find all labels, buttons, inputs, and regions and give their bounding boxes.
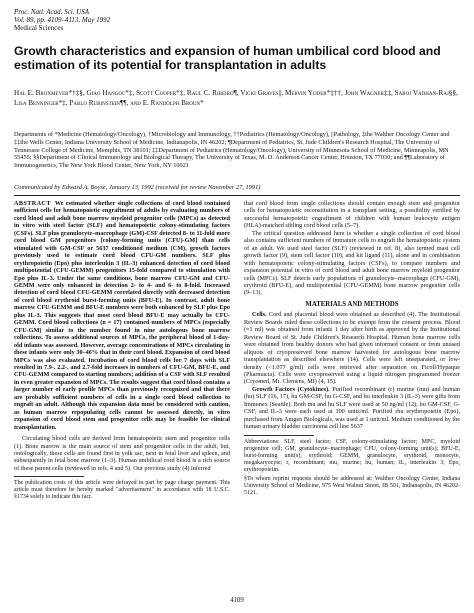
journal-name: Proc. Natl. Acad. Sci. USA <box>14 8 90 16</box>
journal-header <box>14 8 110 33</box>
page-charge-note: The publication costs of this article were defrayed in part by page charge payment. This article must therefore be hereby marked "advertisement" in accordance with 18 U.S.C. §1734 solely to indicate this fact. <box>14 480 230 501</box>
cells-paragraph <box>244 311 460 386</box>
journal-section: Medical Sciences <box>14 24 64 33</box>
growth-paragraph <box>244 386 460 431</box>
communicated-line: Communicated by Edward A. Boyse, January 13, 1992 (received for review November 27, 1991) <box>14 184 261 191</box>
abstract <box>14 200 230 431</box>
affiliations: Departments of *Medicine (Hematology/Oncology), †Microbiology and Immunology, ††Pediatrics (Hematology/Oncology), ||Pathology, ‡the Walther Oncology Center and ‡‡the Wells Center, Indiana University School of Medicine, Indianapolis, IN 46202; ¶Department of Pediatrics, St. Jude Children's Research Hospital, The University of Tennessee College of Medicine, Memphis, TN 38101; ‡‡Department of Pediatrics (Hematology/Oncology), University of Minnesota School of Medicine, Minneapolis, MN 55455; §§Department of Clinical Immunology and Biological Therapy, The University of Texas, M. D. Anderson Cancer Center, Houston, TX 77030; and ¶¶Laboratory of Immunogenetics, The New York Blood Center, New York, NY 10021 <box>14 131 450 170</box>
right-paragraph-1: that cord blood from single collections should contain enough stem and progenitor cells for hematopoietic reconstitution in a transplant setting, a possibility verified by successful hematopoietic engraftment of children with human leukocyte antigen (HLA)-matched sibling cord blood cells (5–7). <box>244 200 460 230</box>
footnote-divider <box>14 476 84 477</box>
journal-volume: Vol. 89, pp. 4109–4113, May 1992 <box>14 16 111 25</box>
right-column <box>244 200 460 497</box>
abbreviations: Abbreviations: SLF, steel factor; CSF, colony-stimulating factor; MPC, myeloid progenitor cell; GM, granulocyte–macrophage; CFU, colony-forming unit(s); BFU-E, burst-forming unit(s), erythroid; GEMM, granulocyte, erythroid, monocyte, megakaryocyte; r, recombinant; mu, murine; hu, human; IL, interleukin 3; Epo, erythropoietin. <box>244 438 460 473</box>
right-paragraph-2: The critical question addressed here is whether a single collection of cord blood also contains sufficient numbers of immature cells to engraft the hematopoietic system of an adult. We used steel factor (SLF) (reviewed in ref. 8), also termed mast cell growth factor (9), stem cell factor (10), and kit ligand (11), alone and in combination with hematopoietic colony-stimulating factors (CSFs), to compare numbers and expansion potential in vitro of cord blood and adult bone marrow myeloid progenitor cells (MPCs). SLF detects early populations of granulocyte–macrophage (CFU-GM), erythroid (BFU-E), and multipotential (CFU-GEMM) bone marrow progenitor cells (9–13). <box>244 229 460 297</box>
abstract-text: We estimated whether single collections of cord blood contained sufficient cells for hematopoietic engraftment of adults by evaluating numbers of cord blood and adult bone marrow myeloid progenitor cells (MPCs) as detected in vitro with steel factor (SLF) and hematopoietic colony-stimulating factors (CSFs). SLF plus granulocyte–macrophage (GM)-CSF detected 8- to 11-fold more cord blood GM progenitors [colony-forming units (CFU)-GM] than cells stimulated with GM-CSF or 5637 conditioned medium (CM), growth factors previously used to estimate cord blood CFU-GM numbers. SLF plus erythropoietin (Epo) plus interleukin 3 (IL-3) enhanced detection of cord blood multipotential (CFU-GEMM) progenitors 15-fold compared to stimulation with Epo plus IL-3. Under the same conditions, bone marrow CFU-GM and CFU-GEMM were only enhanced in detection 2- to 4- and 6- to 8-fold. Increased detection of cord blood CFU-GEMM correlated directly with decreased detection of cord blood erythroid burst-forming units (BFU-E). In contrast, adult bone marrow CFU-GEMM and BFU-E numbers were both enhanced by SLF plus Epo plus IL-3. This suggests that most cord blood BFU-E may actually be CFU-GEMM. Cord blood collections (n = 17) contained numbers of MPCs (especially CFU-GM) similar to the number found in nine autologous bone marrow collections. To assess additional sources of MPCs, the peripheral blood of 1-day-old infants was assessed. However, average concentrations of MPCs circulating in these infants were only 30–46% that in their cord blood. Expansion of cord blood MPCs was also evaluated. Incubation of cord blood cells for 7 days with SLF resulted in 7.9-, 2.2-, and 2.7-fold increases in numbers of CFU-GM, BFU-E, and CFU-GEMM compared to starting numbers; addition of a CSF with SLF resulted in even greater expansion of MPCs. The results suggest that cord blood contains a larger number of early profile MPCs than previously recognized and that there are probably sufficient numbers of cells in a single cord blood collection to engraft an adult. Although this expansion data must be considered with caution, as human marrow repopulating cells cannot be assessed directly, in vitro expansion of cord blood stem and progenitor cells may be feasible for clinical transplantation. <box>14 200 230 431</box>
article-title: Growth characteristics and expansion of human umbilical cord blood and estimation of its potential for transplantation in adults <box>14 44 441 72</box>
methods-heading: MATERIALS AND METHODS <box>305 300 399 308</box>
top-divider <box>14 195 460 196</box>
reprint-note: §To whom reprint requests should be addressed at: Walther Oncology Center, Indiana University School of Medicine, 975 West Walnut Street, IB 501, Indianapolis, IN 46202-5121. <box>244 475 460 496</box>
growth-text: Purified recombinant (r) murine (mu) and human (hu) SLF (16, 17), hu GM-CSF, hu G-CSF, and hu interleukin 3 (IL-3) were gifts from Immunex (Seattle). Both mu and hu SLF were used at 50 ng/ml (12); hu GM-CSF, G-CSF, and IL-3 were each used at 100 units/ml. Purified rhu erythropoietin (Epo), purchased from Amgen Biologicals, was used at 1 unit/ml. Medium conditioned by the human urinary bladder carcinoma cell line 5637 <box>244 385 460 431</box>
left-column <box>14 200 230 501</box>
page-number: 4109 <box>230 597 244 604</box>
abstract-heading: ABSTRACT <box>14 200 51 207</box>
abbrev-divider <box>244 435 314 436</box>
cells-text: Cord and placental blood were obtained as described (4). The Institutional Review Boards ruled these collections to be exempt from the consent process. Blood (≈1 ml) was obtained from infants 1 day after birth as approved by the Institutional Review Board of St. Jude Children's Research Hospital. Human bone marrow cells were obtained from healthy donors who had given informed consent or from unused aliquots of cryopreserved bone marrow harvested for autologous bone marrow transplantation as described elsewhere (14). Cells were left unseparated, or low-density (<1.077 g/ml) cells were retrieved after separation on Ficoll/Hypaque (Pharmacia). Cells were cryopreserved using a liquid nitrogen programmed freezer (Cryomed, Mt. Clemens, MI) (4, 15). <box>244 311 461 386</box>
cells-heading: Cells. <box>252 311 267 319</box>
intro-paragraph: Circulating blood cells are derived from hematopoietic stem and progenitor cells (1). Bone marrow is the main source of stem and progenitor cells in the adult, but, ontologically, these cells are found first in yolk sac, next in fetal liver and spleen, and subsequently in fetal bone marrow (1–3). Human umbilical cord blood is a rich source of these parent cells (reviewed in refs. 4 and 5). Our previous study (4) inferred <box>14 435 230 472</box>
growth-heading: Growth Factors (Cytokines). <box>252 385 330 393</box>
author-list: Hal E. Broxmeyer*†‡§, Giao Hangoc*‡, Scott Cooper*‡, Raul C. Ribeiro¶, Vicki Graves||, Mervin Yoder*‡††, John Wagner‡‡, Saroj Vadhan-Raj§§, Lisa Benninger*‡, Pablo Rubinstein¶¶, and E. Randolph Broun* <box>14 89 458 107</box>
